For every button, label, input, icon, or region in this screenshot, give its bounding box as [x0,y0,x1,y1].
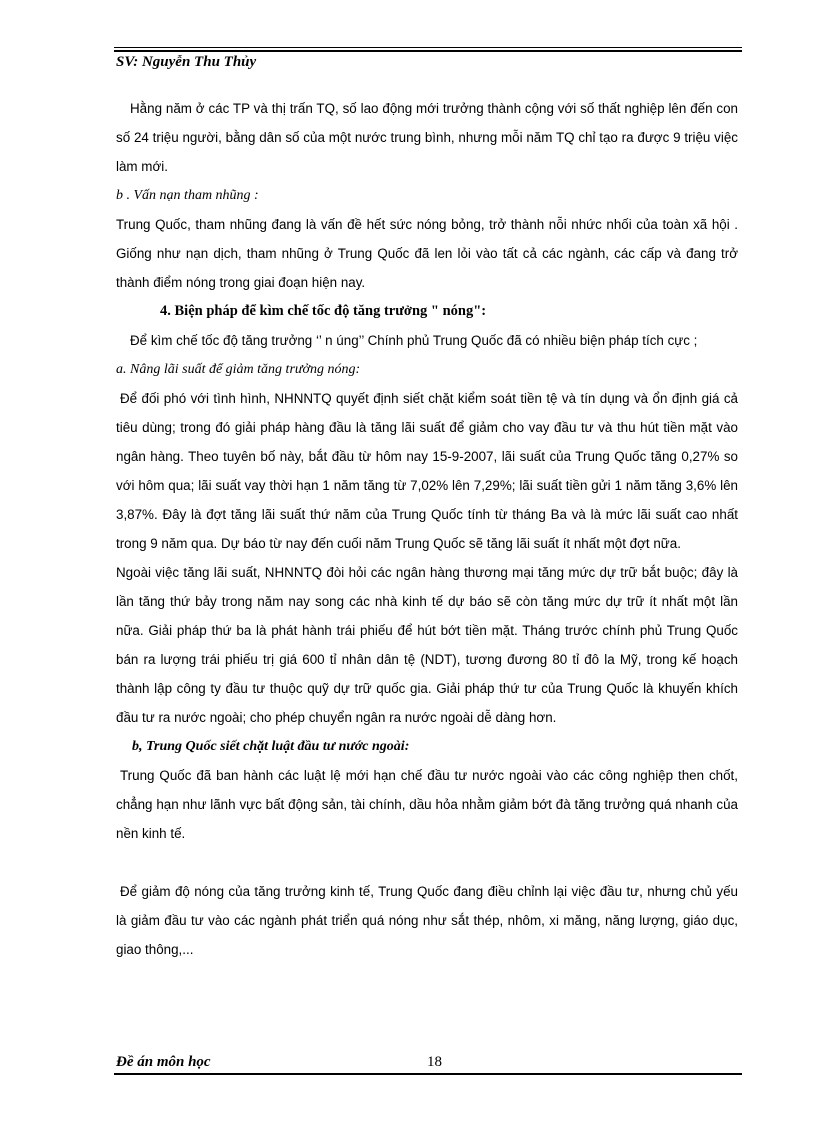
paragraph-investment-adjustment: Để giảm độ nóng của tăng trưởng kinh tế, Trung Quốc đang điều chỉnh lại việc đầu tư, nhưng chủ yếu là giảm đầu tư vào các ngành phát triển quá nóng như sắt thép, nhôm, xi măng, năng lượng, giáo dục, giao thông,... [116,884,738,957]
header-student-name: SV: Nguyễn Thu Thủy [116,54,257,70]
paragraph-reserves-bonds: Ngoài việc tăng lãi suất, NHNNTQ đòi hỏi các ngân hàng thương mại tăng mức dự trữ bắt buộc; đây là lần tăng thứ bảy trong năm nay song các nhà kinh tế dự báo sẽ còn tăng mức dự trữ ít nhất một lần nữa. Giải pháp thứ ba là phát hành trái phiếu để hút bớt tiền mặt. Tháng trước chính phủ Trung Quốc bán ra lượng trái phiếu trị giá 600 tỉ nhân dân tệ (NDT), tương đương 80 tỉ đô la Mỹ, trong kế hoạch thành lập công ty đầu tư thuộc quỹ dự trữ quốc gia. Giải pháp thứ tư của Trung Quốc là khuyến khích đầu tư ra nước ngoài; cho phép chuyển ngân ra nước ngoài dễ dàng hơn. [116,565,738,725]
document-body [116,94,738,964]
paragraph-unemployment: Hằng năm ở các TP và thị trấn TQ, số lao động mới trưởng thành cộng với số thất nghiệp lên đến con số 24 triệu người, bằng dân số của một nước trung bình, nhưng mỗi năm TQ chỉ tạo ra được 9 triệu việc làm mới. [116,101,738,174]
header-rule-thick [114,50,742,52]
header-rule-thin [114,47,742,48]
subheading-interest-rate: a. Nâng lãi suất để giảm tăng trưởng nóng: [116,362,361,377]
section-heading-measures: 4. Biện pháp để kìm chế tốc độ tăng trưởng " nóng": [160,303,487,319]
paragraph-measures-intro: Để kìm chế tốc độ tăng trưởng ‘’ n úng’’ Chính phủ Trung Quốc đã có nhiều biện pháp tích cực ; [130,333,698,348]
subheading-foreign-investment: b, Trung Quốc siết chặt luật đầu tư nước ngoài: [132,739,410,754]
subheading-corruption: b . Vấn nạn tham nhũng : [116,188,259,203]
footer-page-number: 18 [427,1054,442,1070]
footer-title: Đề án môn học [116,1054,211,1070]
footer-rule [114,1073,742,1075]
paragraph-corruption: Trung Quốc, tham nhũng đang là vấn đề hết sức nóng bỏng, trở thành nỗi nhức nhối của toàn xã hội . Giống như nạn dịch, tham nhũng ở Trung Quốc đã len lỏi vào tất cả các ngành, các cấp và đang trở thành điểm nóng trong giai đoạn hiện nay. [116,217,738,290]
paragraph-gap [116,848,738,877]
paragraph-foreign-investment: Trung Quốc đã ban hành các luật lệ mới hạn chế đầu tư nước ngoài vào các công nghiệp then chốt, chẳng hạn như lãnh vực bất động sản, tài chính, dầu hỏa nhằm giảm bớt đà tăng trưởng quá nhanh của nền kinh tế. [116,768,738,841]
paragraph-interest-rate: Để đối phó với tình hình, NHNNTQ quyết định siết chặt kiểm soát tiền tệ và tín dụng và ổn định giá cả tiêu dùng; trong đó giải pháp hàng đầu là tăng lãi suất để giảm cho vay đầu tư và thu hút tiền mặt vào ngân hàng. Theo tuyên bố này, bắt đầu từ hôm nay 15-9-2007, lãi suất của Trung Quốc tăng 0,27% so với hôm qua; lãi suất vay thời hạn 1 năm tăng từ 7,02% lên 7,29%; lãi suất tiền gửi 1 năm tăng 3,6% lên 3,87%. Đây là đợt tăng lãi suất thứ năm của Trung Quốc tính từ tháng Ba và là mức lãi suất cao nhất trong 9 năm qua. Dự báo từ nay đến cuối năm Trung Quốc sẽ tăng lãi suất ít nhất một đợt nữa. [116,391,738,551]
